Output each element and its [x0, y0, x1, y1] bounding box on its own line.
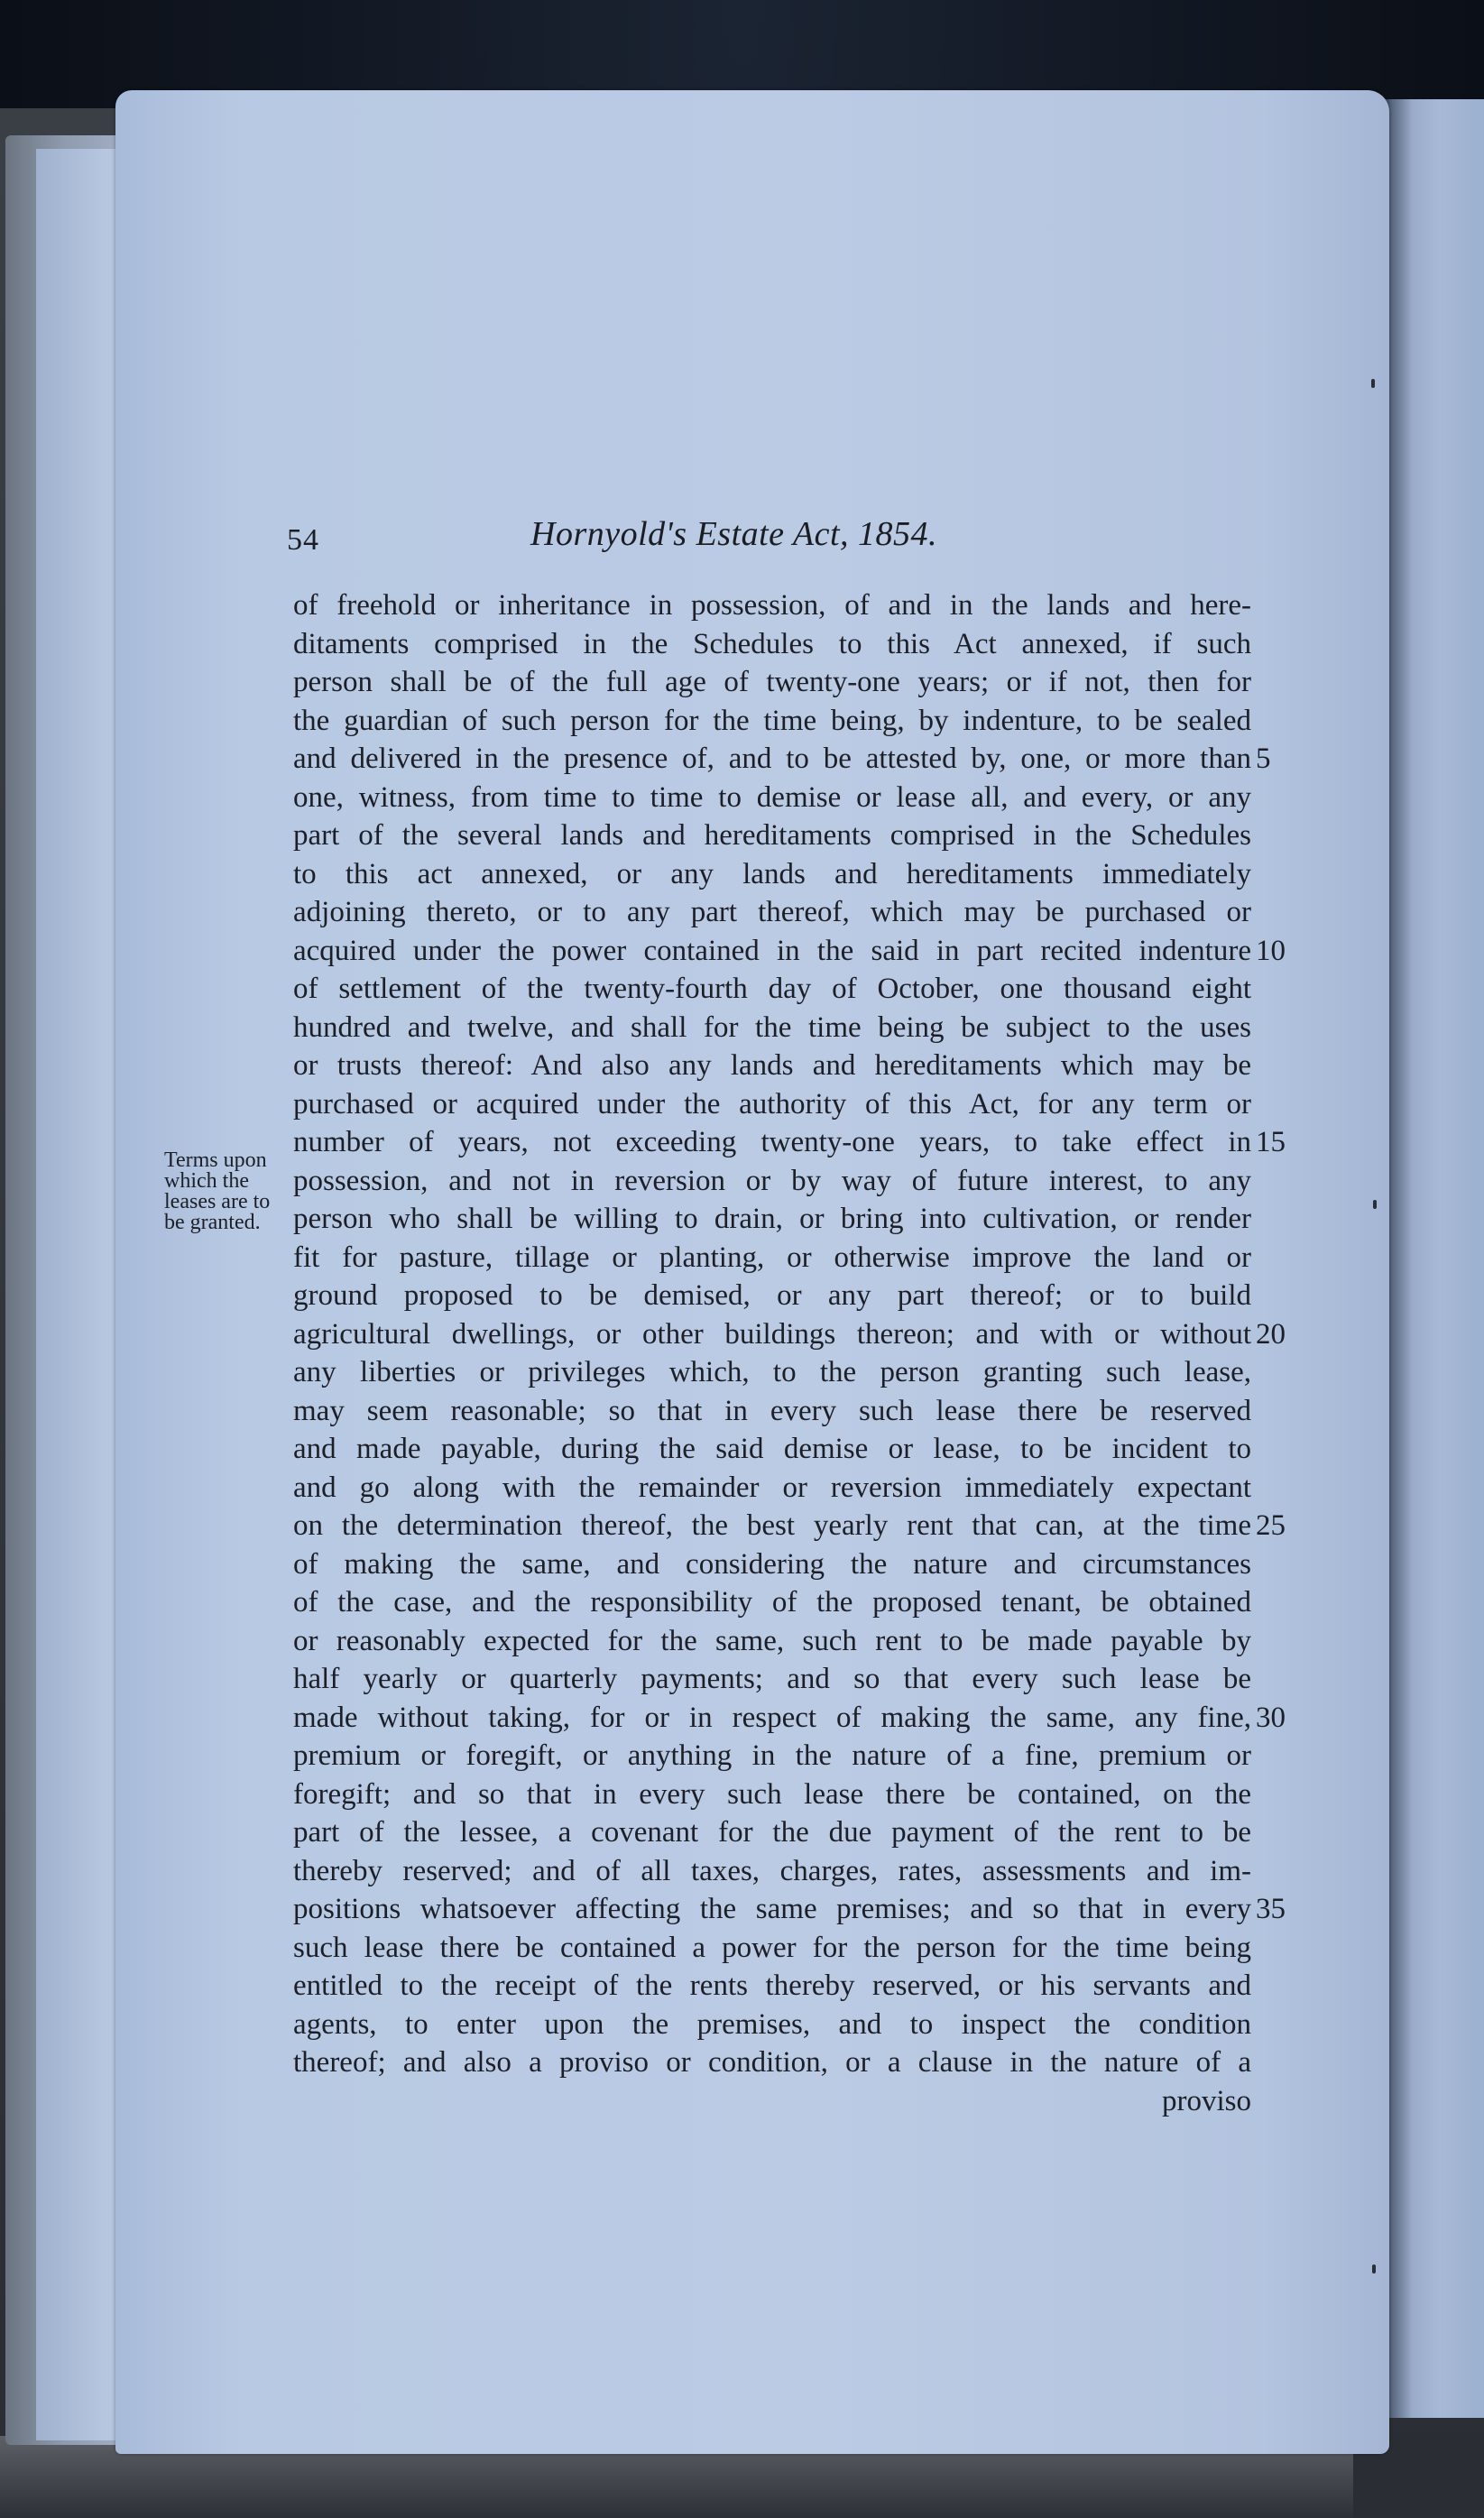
- marginal-note-line: which the: [164, 1169, 249, 1193]
- text-line: person shall be of the full age of twenty-one years; or if not, then for: [293, 666, 1251, 698]
- text-line: ditaments comprised in the Schedules to this Act annexed, if such: [293, 627, 1251, 660]
- text-line: or reasonably expected for the same, such rent to be made payable by: [293, 1624, 1251, 1657]
- text-line: the guardian of such person for the time being, by indenture, to be sealed: [293, 704, 1251, 737]
- text-line: half yearly or quarterly payments; and so that every such lease be: [293, 1663, 1251, 1695]
- text-line: adjoining thereto, or to any part thereof, which may be purchased or: [293, 896, 1251, 928]
- text-line: fit for pasture, tillage or planting, or otherwise improve the land or: [293, 1241, 1251, 1274]
- text-line: number of years, not exceeding twenty-one years, to take effect in: [293, 1126, 1251, 1158]
- text-line: and made payable, during the said demise or lease, to be incident to: [293, 1433, 1251, 1465]
- running-title: [530, 514, 937, 554]
- text-line: possession, and not in reversion or by way of future interest, to any: [293, 1164, 1251, 1197]
- text-line: acquired under the power contained in the said in part recited indenture: [293, 934, 1251, 967]
- text-line: ground proposed to be demised, or any part thereof; or to build: [293, 1279, 1251, 1312]
- text-line: and delivered in the presence of, and to be attested by, one, or more than: [293, 742, 1251, 775]
- line-number: 5: [1256, 742, 1271, 775]
- body-text: [293, 586, 1251, 2120]
- text-line: of the case, and the responsibility of the proposed tenant, be obtained: [293, 1586, 1251, 1619]
- line-number: 20: [1256, 1317, 1286, 1351]
- text-line: part of the several lands and hereditaments comprised in the Schedules: [293, 819, 1251, 852]
- text-line: part of the lessee, a covenant for the due payment of the rent to be: [293, 1816, 1251, 1849]
- page-speck: [1373, 1200, 1377, 1209]
- line-number: 10: [1256, 934, 1286, 967]
- text-line: or trusts thereof: And also any lands and hereditaments which may be: [293, 1049, 1251, 1082]
- text-line: person who shall be willing to drain, or bring into cultivation, or render: [293, 1203, 1251, 1235]
- text-line: premium or foregift, or anything in the nature of a fine, premium or: [293, 1739, 1251, 1772]
- marginal-note-line: leases are to: [164, 1190, 271, 1213]
- marginal-note-line: be granted.: [164, 1211, 261, 1234]
- text-line: of settlement of the twenty-fourth day of October, one thousand eight: [293, 973, 1251, 1005]
- text-line: agricultural dwellings, or other buildings thereon; and with or without: [293, 1317, 1251, 1351]
- text-line: made without taking, for or in respect of making the same, any fine,: [293, 1701, 1251, 1734]
- text-line: any liberties or privileges which, to the person granting such lease,: [293, 1356, 1251, 1388]
- text-line: and go along with the remainder or reversion immediately expectant: [293, 1471, 1251, 1504]
- page-speck: [1372, 2264, 1376, 2274]
- text-line: of making the same, and considering the nature and circumstances: [293, 1547, 1251, 1581]
- text-line: on the determination thereof, the best yearly rent that can, at the time: [293, 1509, 1251, 1542]
- text-line: hundred and twelve, and shall for the time being be subject to the uses: [293, 1010, 1251, 1044]
- text-line: thereof; and also a proviso or condition, or a clause in the nature of a: [293, 2046, 1251, 2079]
- text-line: foregift; and so that in every such lease there be contained, on the: [293, 1777, 1251, 1811]
- page-speck: [1371, 379, 1375, 388]
- text-line: may seem reasonable; so that in every such lease there be reserved: [293, 1394, 1251, 1427]
- text-line: entitled to the receipt of the rents thereby reserved, or his servants and: [293, 1969, 1251, 2002]
- line-number: 35: [1256, 1893, 1286, 1925]
- line-number: 15: [1256, 1126, 1286, 1158]
- text-line: thereby reserved; and of all taxes, charges, rates, assessments and im-: [293, 1854, 1251, 1887]
- line-number: 30: [1256, 1701, 1286, 1734]
- running-title-text: Hornyold's Estate Act, 1854.: [530, 515, 937, 553]
- catchword: proviso: [1162, 2084, 1251, 2117]
- text-line: to this act annexed, or any lands and hereditaments immediately: [293, 857, 1251, 890]
- line-number: 25: [1256, 1509, 1286, 1542]
- text-line: positions whatsoever affecting the same premises; and so that in every: [293, 1893, 1251, 1925]
- marginal-note-line: Terms upon: [164, 1148, 267, 1172]
- page-header: [287, 424, 1243, 557]
- text-line: such lease there be contained a power for the person for the time being: [293, 1931, 1251, 1964]
- text-line: one, witness, from time to time to demise or lease all, and every, or any: [293, 780, 1251, 814]
- text-line: agents, to enter upon the premises, and to inspect the condition: [293, 2007, 1251, 2041]
- page-number: 54: [287, 523, 319, 557]
- text-line: of freehold or inheritance in possession, of and in the lands and here-: [293, 589, 1251, 622]
- text-line: purchased or acquired under the authority of this Act, for any term or: [293, 1087, 1251, 1121]
- marginal-note: [164, 1150, 300, 1233]
